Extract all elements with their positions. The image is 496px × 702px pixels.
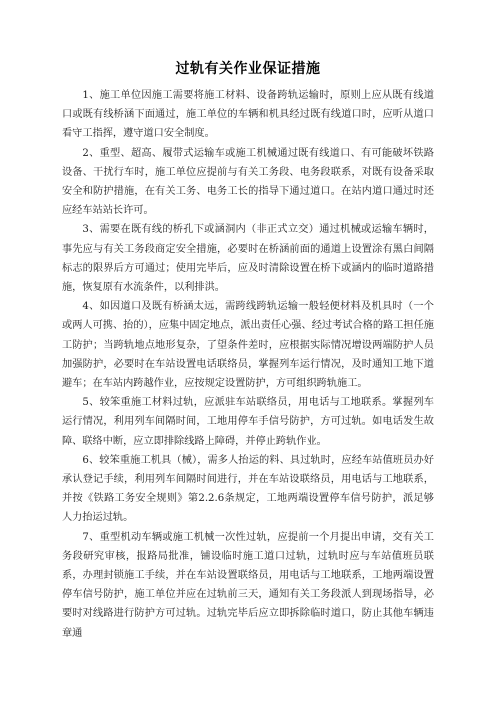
paragraph-5: 5、较笨重施工材料过轨，应派驻车站联络员，用电话与工地联系。掌握列车运行情况，利用列车间隔时间，工地用停车手信号防护，方可过轨。如电话发生故障、联络中断，应立即排除线路上障碍，并停止跨轨作业。 bbox=[62, 397, 434, 447]
document-title: 过轨有关作业保证措施 bbox=[175, 61, 321, 77]
paragraph-7: 7、重型机动车辆或施工机械一次性过轨，应提前一个月提出申请，交有关工务段研究审核，报路局批准，铺设临时施工道口过轨，过轨时应与车站值班员联系，办理封锁施工手续，并在车站设置联络员，用电话与工地联系，工地两端设置停车信号防护，施工单位并应在过轨前三天，通知有关工务段派人到现场指导，必要时对线路进行防护方可过轨。过轨完毕后应立即拆除临时道口，防止其他车辆违章通 bbox=[62, 531, 434, 639]
paragraph-2: 2、重型、超高、履带式运输车或施工机械通过既有线道口、有可能破坏铁路设备、干扰行车时，施工单位应提前与有关工务段、电务段联系，对既有设备采取安全和防护措施，在有关工务、电务工长的指导下通过道口。在站内道口通过时还应经车站站长许可。 bbox=[62, 147, 434, 217]
paragraph-3: 3、需要在既有线的桥孔下或涵洞内（非正式立交）通过机械或运输车辆时，事先应与有关工务段商定安全措施，必要时在桥涵前面的通道上设置涂有黑白间隔标志的限界后方可通过；使用完毕后，应及时清除设置在桥下或涵内的临时道路措施，恢复原有水流条件，以利排洪。 bbox=[62, 224, 434, 294]
document-body bbox=[62, 86, 434, 643]
paragraph-6: 6、较笨重施工机具（械），需多人抬运的料、具过轨时，应经车站值班员办好承认登记手续，利用列车间隔时间进行，并在车站设联络员，用电话与工地联系，并按《铁路工务安全规则》第2.2.6条规定，工地两端设置停车信号防护，派足够人力抬运过轨。 bbox=[62, 454, 434, 524]
paragraph-1: 1、施工单位因施工需要将施工材料、设备跨轨运输时，原则上应从既有线道口或既有线桥涵下面通过，施工单位的车辆和机具经过既有线道口时，应听从道口看守工指挥，遵守道口安全制度。 bbox=[62, 90, 434, 140]
paragraph-4: 4、如因道口及既有桥涵太远，需跨线跨轨运输一般轻便材料及机具时（一个或两人可携、抬的），应集中固定地点，派出责任心强、经过考试合格的路工担任施工防护；当跨轨地点地形复杂，了望条件差时，应根据实际情况增设两端防护人员加强防护，必要时在车站设置电话联络员，掌握列车运行情况，及时通知工地下道避车；在车站内跨越作业，应按规定设置防护，方可组织跨轨施工。 bbox=[62, 301, 434, 390]
